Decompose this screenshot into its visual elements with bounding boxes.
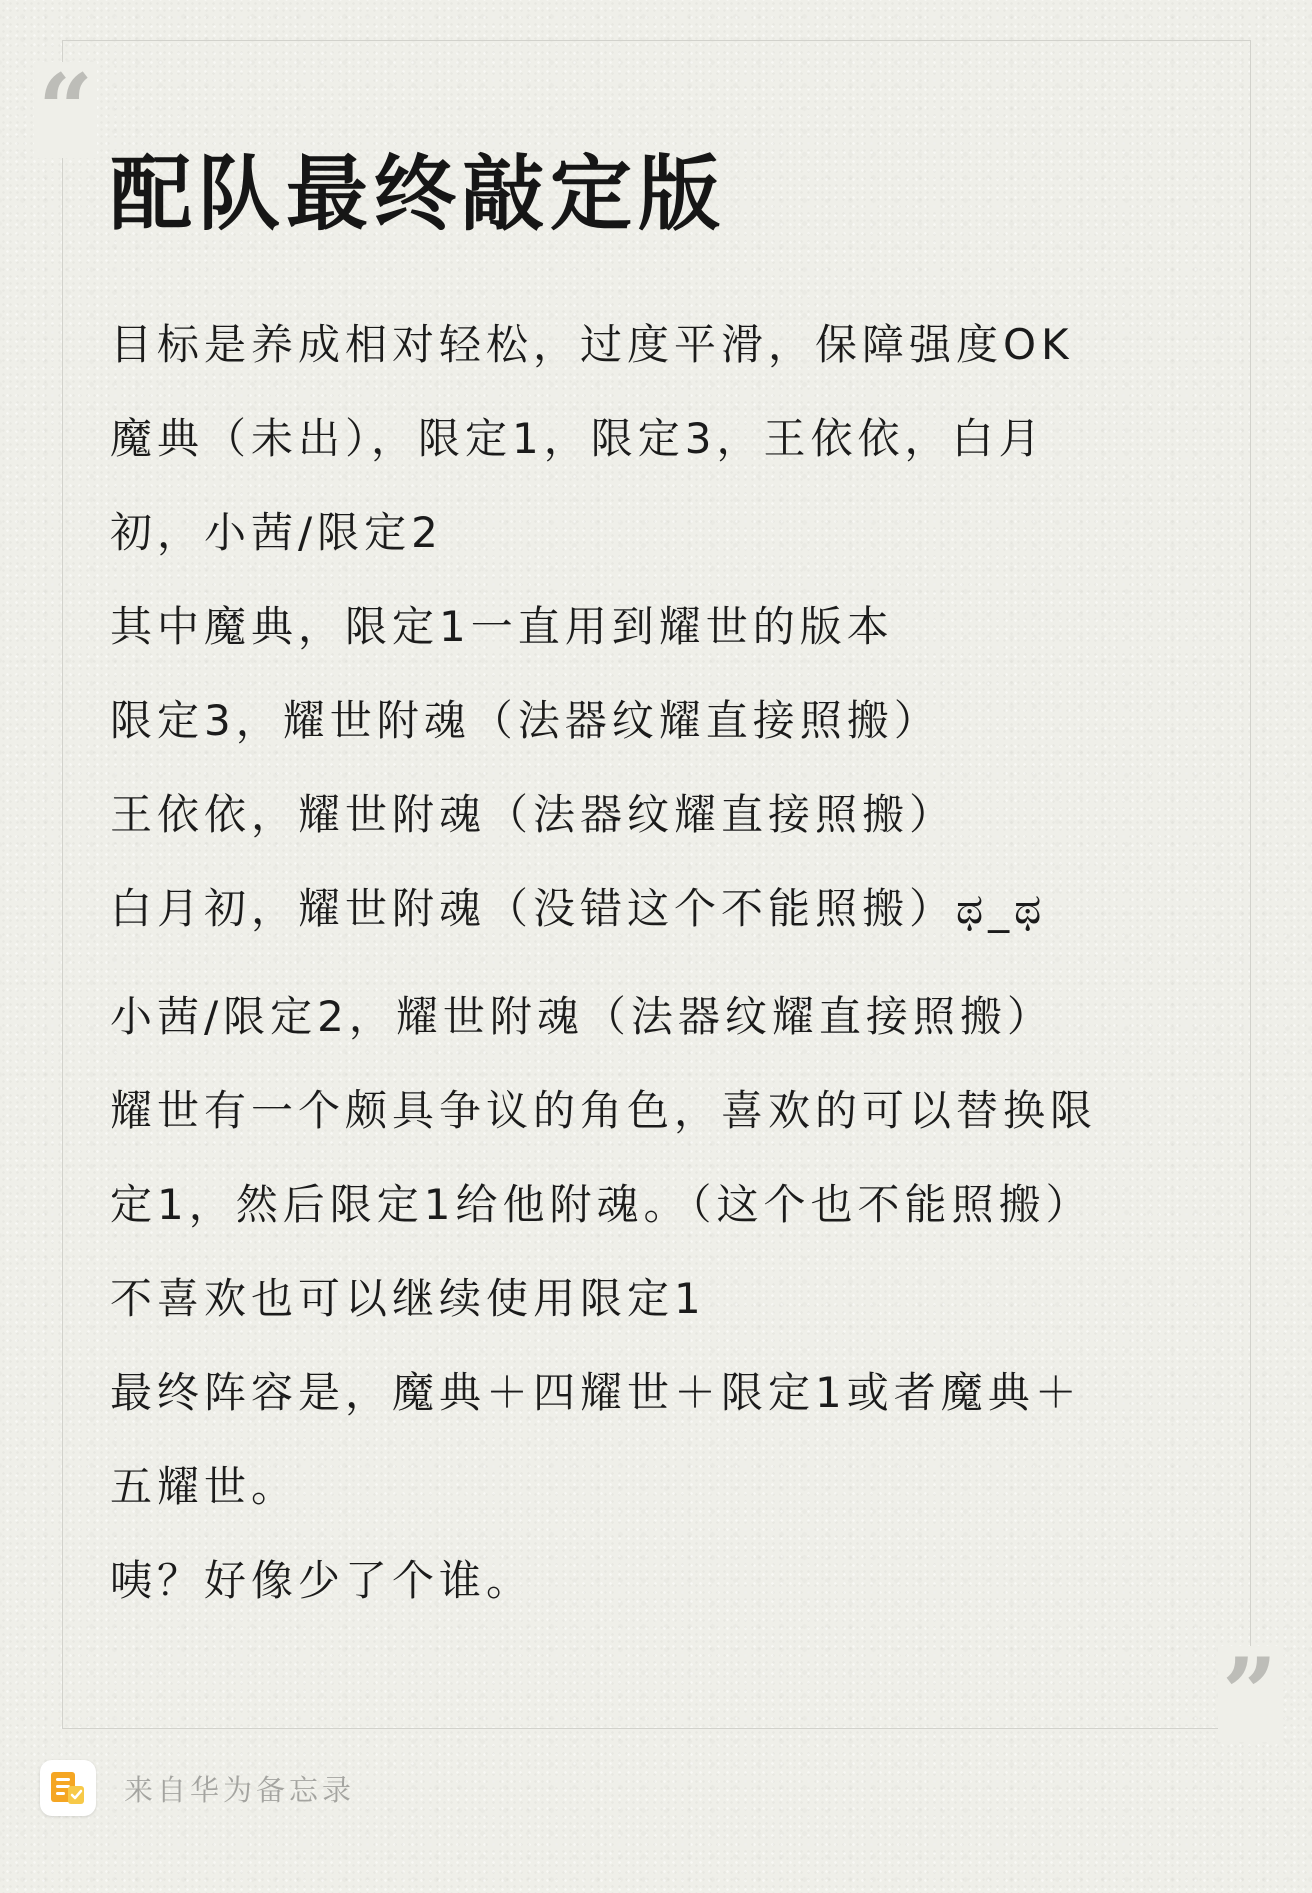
close-quote-mark: ”	[1218, 1646, 1281, 1742]
note-line: 其中魔典，限定1一直用到耀世的版本	[110, 602, 894, 651]
note-line: 限定3，耀世附魂（法器纹耀直接照搬）	[110, 696, 941, 745]
note-line: 王依依，耀世附魂（法器纹耀直接照搬）	[110, 790, 957, 839]
note-line: 定1，然后限定1给他附魂。（这个也不能照搬）	[110, 1180, 1093, 1229]
open-quote-mark: “	[34, 62, 97, 158]
footer-source-text: 来自华为备忘录	[124, 1772, 356, 1807]
note-line: 不喜欢也可以继续使用限定1	[110, 1274, 706, 1323]
note-line: 小茜/限定2，耀世附魂（法器纹耀直接照搬）	[110, 992, 1054, 1041]
note-line: 咦？好像少了个谁。	[110, 1556, 534, 1605]
note-line: 目标是养成相对轻松，过度平滑，保障强度OK	[110, 320, 1074, 369]
note-line: 白月初，耀世附魂（没错这个不能照搬）ಥ_ಥ	[110, 884, 1047, 933]
note-line: 魔典（未出），限定1，限定3，王依依，白月	[110, 414, 1046, 463]
memo-app-icon	[40, 1760, 96, 1816]
note-line: 最终阵容是，魔典＋四耀世＋限定1或者魔典＋	[110, 1368, 1082, 1417]
note-title: 配队最终敲定版	[110, 147, 727, 242]
note-line: 五耀世。	[110, 1462, 299, 1511]
note-line: 耀世有一个颇具争议的角色，喜欢的可以替换限	[110, 1086, 1098, 1135]
note-line: 初，小茜/限定2	[110, 508, 443, 557]
footer	[40, 1760, 355, 1816]
